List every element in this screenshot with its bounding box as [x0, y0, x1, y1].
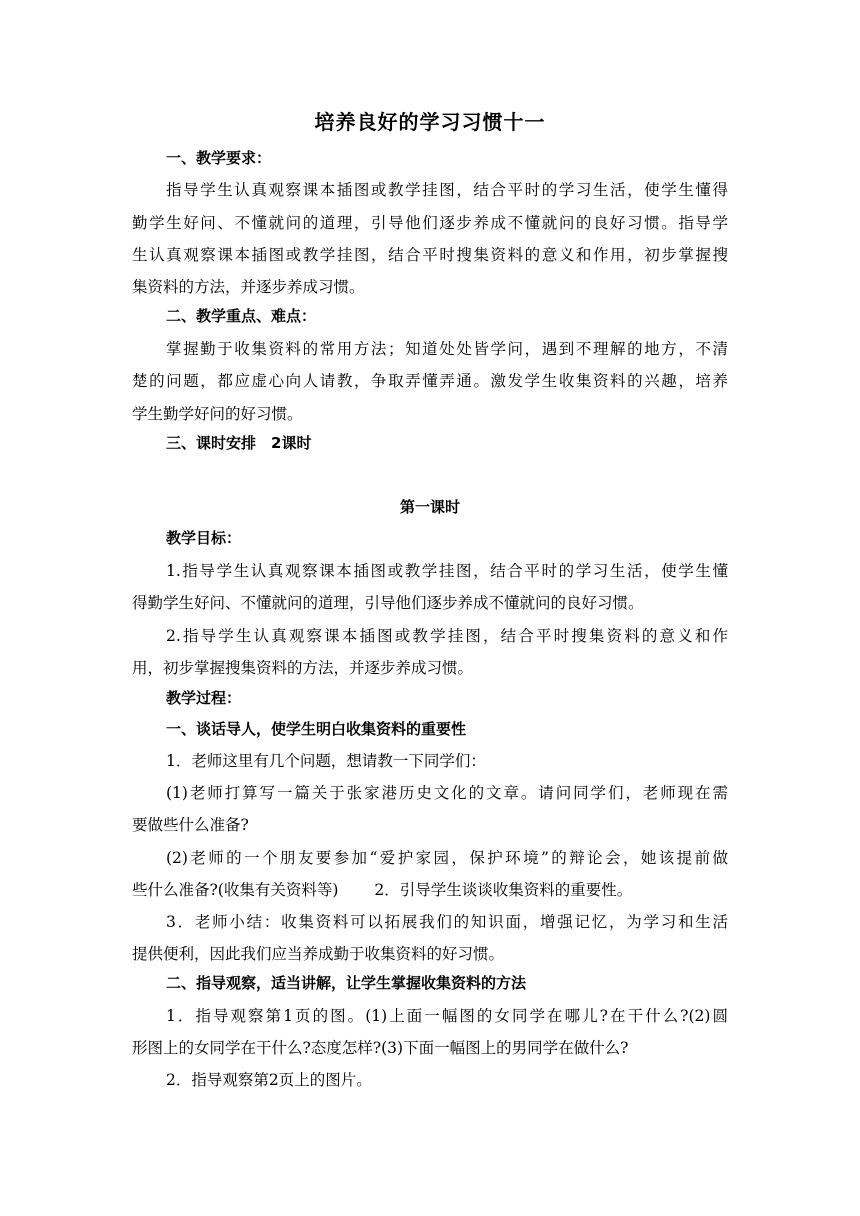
paragraph-line: 1．指导观察第1页的图。(1)上面一幅图的女同学在哪儿?在干什么?(2)圆	[166, 1007, 728, 1025]
document-title: 培养良好的学习习惯十一	[314, 110, 546, 134]
paragraph-line: 3．老师小结：收集资料可以拓展我们的知识面，增强记忆，为学习和生活	[166, 913, 728, 931]
paragraph-line: (1)老师打算写一篇关于张家港历史文化的文章。请问同学们，老师现在需	[166, 784, 728, 802]
paragraph-line: 集资料的方法，并逐步养成习惯。	[132, 278, 365, 296]
lesson-title: 第一课时	[399, 498, 460, 516]
section-heading-key-points: 二、教学重点、难点：	[166, 307, 317, 325]
paragraph-line: 提供便利，因此我们应当养成勤于收集资料的好习惯。	[132, 945, 505, 963]
process-heading: 教学过程：	[166, 689, 242, 707]
paragraph-line: 生认真观察课本插图或教学挂图，结合平时搜集资料的意义和作用，初步掌握搜	[132, 246, 728, 264]
objectives-heading: 教学目标：	[166, 529, 242, 547]
paragraph-line: 要做些什么准备?	[132, 816, 249, 834]
part1-heading: 一、谈话导人，使学生明白收集资料的重要性	[166, 720, 467, 738]
paragraph-line: 得勤学生好问、不懂就问的道理，引导他们逐步养成不懂就问的良好习惯。	[132, 594, 644, 612]
paragraph-line: 学生勤学好问的好习惯。	[132, 405, 303, 423]
paragraph-line: 1.指导学生认真观察课本插图或教学挂图，结合平时的学习生活，使学生懂	[166, 562, 728, 580]
paragraph-line: 掌握勤于收集资料的常用方法；知道处处皆学问，遇到不理解的地方，不清	[166, 340, 728, 358]
part2-heading: 二、指导观察，适当讲解，让学生掌握收集资料的方法	[166, 974, 527, 992]
section-heading-requirements: 一、教学要求：	[166, 149, 272, 167]
paragraph-line: 些什么准备?(收集有关资料等) 2．引导学生谈谈收集资料的重要性。	[132, 881, 633, 899]
paragraph-line: 形图上的女同学在干什么?态度怎样?(3)下面一幅图上的男同学在做什么?	[132, 1039, 629, 1057]
paragraph-line: 勤学生好问、不懂就问的道理，引导他们逐步养成不懂就问的良好习惯。指导学	[132, 214, 728, 232]
paragraph-line: 指导学生认真观察课本插图或教学挂图，结合平时的学习生活，使学生懂得	[166, 181, 728, 199]
paragraph-line: 用，初步掌握搜集资料的方法，并逐步养成习惯。	[132, 659, 474, 677]
paragraph-line: (2)老师的一个朋友要参加“爱护家园，保护环境”的辩论会，她该提前做	[166, 849, 728, 867]
paragraph-line: 1．老师这里有几个问题，想请教一下同学们：	[166, 752, 486, 770]
paragraph-line: 2．指导观察第2页上的图片。	[166, 1071, 372, 1089]
section-heading-schedule: 三、课时安排 2课时	[166, 434, 312, 452]
paragraph-line: 楚的问题，都应虚心向人请教，争取弄懂弄通。激发学生收集资料的兴趣，培养	[132, 372, 728, 390]
paragraph-line: 2.指导学生认真观察课本插图或教学挂图，结合平时搜集资料的意义和作	[166, 627, 728, 645]
